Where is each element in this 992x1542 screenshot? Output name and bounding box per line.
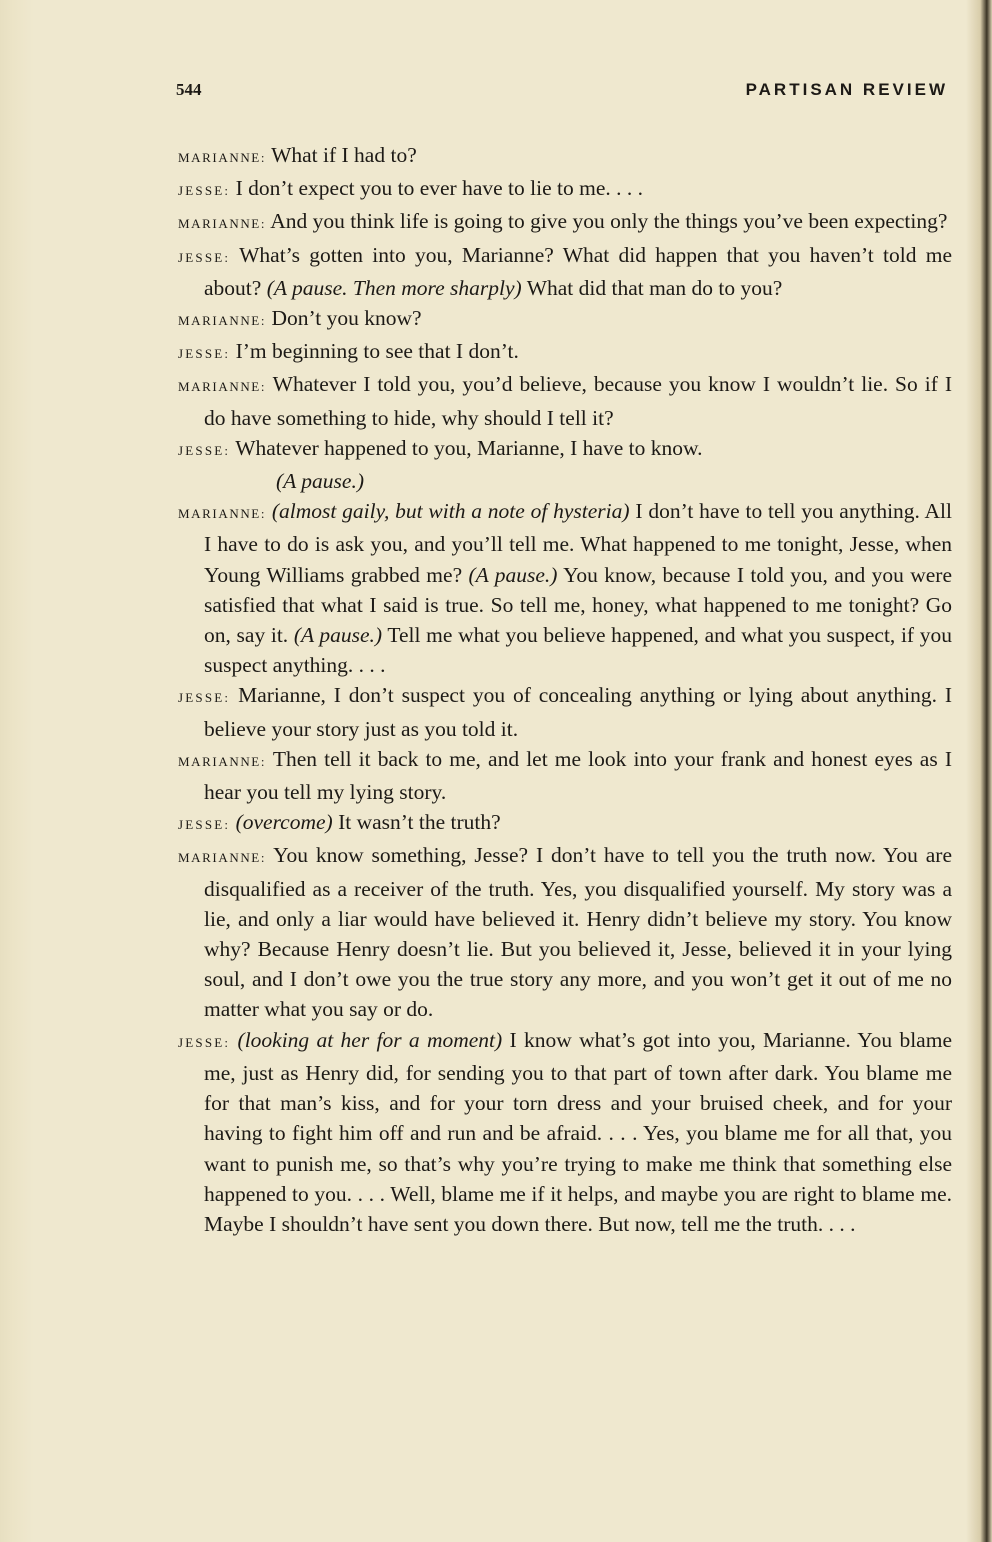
stage-direction: (overcome) [235, 810, 333, 835]
speech-text: I don’t expect you to ever have to lie to me. . . . [235, 176, 643, 201]
speaker-name: JESSE: [178, 442, 231, 458]
speech-text: Don’t you know? [271, 306, 422, 331]
speech-text: I’m beginning to see that I don’t. [235, 339, 519, 364]
stage-direction: (A pause.) [468, 562, 558, 587]
stage-direction: (A pause. Then more sharply) [266, 275, 522, 300]
speech-text: You know something, Jesse? I don’t have to tell you the truth now. You are disqualified as a receiver of the truth. Yes, you disqualified yourself. My story was a lie, and only a liar would have believed it. Henry didn’t believe my story. You know why? Because Henry doesn’t lie. But you believed it, Jesse, believed it in your lying soul, and I don’t owe you the true story any more, and you won’t get it out of me no matter what you say or do. [204, 843, 953, 1022]
speaker-name: JESSE: [178, 249, 231, 265]
speech-text: Then tell it back to me, and let me look into your frank and honest eyes as I hear you tell my lying story. [204, 746, 952, 805]
speech-text: And you think life is going to give you only the things you’ve been expecting? [270, 209, 948, 234]
speech-text: What’s gotten into you, Marianne? What did happen that you haven’t told me about? [204, 242, 952, 300]
speaker-name: MARIANNE: [178, 850, 267, 866]
play-text [178, 140, 952, 1239]
speech-text: What if I had to? [271, 143, 417, 167]
speech-line [178, 840, 952, 1024]
speech-text: I don’t have to tell you anything. All I have to do is ask you, and you’ll tell me. What happened to me tonight, Jesse, when Young Williams grabbed me? [204, 499, 953, 587]
speech-line [178, 496, 952, 680]
speech-line [178, 206, 952, 239]
speech-line [178, 1025, 952, 1239]
speaker-name: MARIANNE: [178, 753, 267, 769]
speech-line [178, 680, 952, 743]
speaker-name: JESSE: [178, 183, 231, 199]
speech-text: Whatever I told you, you’d believe, because you know I wouldn’t lie. So if I do have something to hide, why should I tell it? [204, 372, 952, 430]
speech-text: Whatever happened to you, Marianne, I have to know. [235, 435, 703, 460]
speech-line [178, 303, 952, 336]
speech-line [178, 240, 952, 303]
speaker-name: JESSE: [178, 690, 231, 706]
speech-text: You know, because I told you, and you were satisfied that what I said is true. So tell me, honey, what happened to me tonight? Go on, say it. [204, 562, 953, 648]
speech-text: Marianne, I don’t suspect you of concealing anything or lying about anything. I believe your story just as you told it. [204, 683, 953, 741]
speaker-name: MARIANNE: [178, 313, 267, 329]
speaker-name: JESSE: [178, 1034, 231, 1050]
stage-direction: (A pause.) [293, 623, 383, 648]
speaker-name: MARIANNE: [178, 506, 267, 522]
speaker-name: JESSE: [178, 346, 231, 362]
speech-text: It wasn’t the truth? [338, 810, 501, 835]
stage-direction: (almost gaily, but with a note of hysteria) [271, 499, 630, 524]
speech-line [178, 173, 952, 206]
speaker-name: MARIANNE: [178, 216, 267, 232]
speaker-name: MARIANNE: [178, 379, 267, 395]
stage-direction: (looking at her for a moment) [237, 1027, 503, 1052]
page-number: 544 [176, 80, 202, 99]
speech-line [178, 433, 952, 466]
page-edge [966, 0, 992, 1542]
page-header [176, 80, 948, 110]
speaker-name: MARIANNE: [178, 150, 267, 165]
speech-text: Tell me what you believe happened, and what you suspect, if you suspect anything. . . . [204, 623, 952, 678]
speech-text: What did that man do to you? [526, 275, 783, 300]
stage-direction: (A pause.) [276, 469, 364, 494]
running-head: PARTISAN REVIEW [745, 80, 948, 99]
speech-line [178, 744, 952, 807]
page-gutter [0, 0, 34, 1542]
speaker-name: JESSE: [178, 817, 231, 833]
speech-line [178, 140, 952, 173]
speech-text: I know what’s got into you, Marianne. You blame me, just as Henry did, for sending you to that part of town after dark. You blame me for that man’s kiss, and for your torn dress and your bruised cheek, and for your having to fight him off and run and be afraid. . . . Yes, you blame me for all that, you want to punish me, so that’s why you’re trying to make me think that something else happened to you. . . . Well, blame me if it helps, and maybe you are right to blame me. Maybe I shouldn’t have sent you down there. But now, tell me the truth. . . . [204, 1027, 952, 1236]
speech-line [178, 336, 952, 369]
speech-line [178, 369, 952, 432]
speech-line [178, 807, 952, 840]
